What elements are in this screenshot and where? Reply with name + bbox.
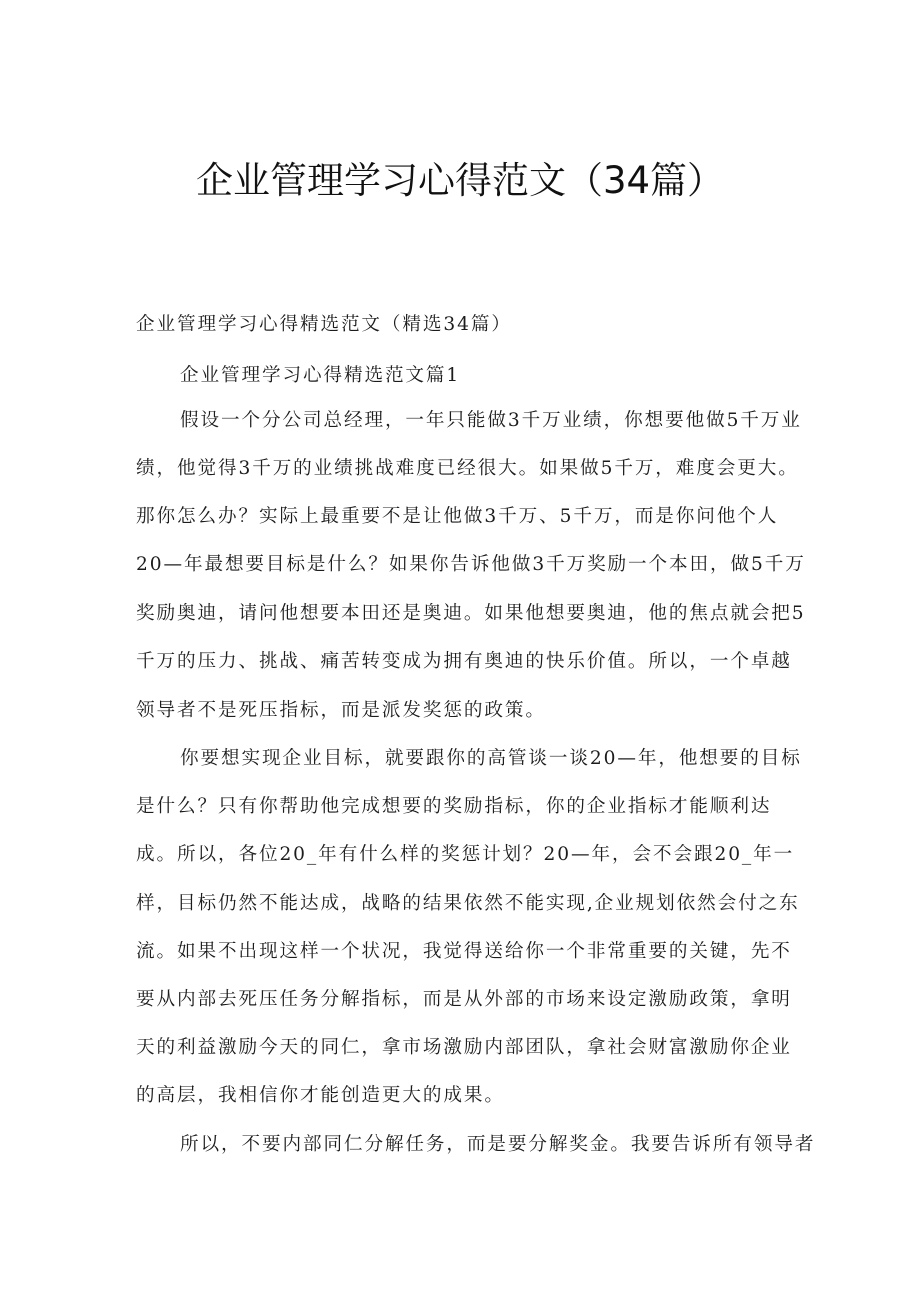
paragraph-line: 的高层，我相信你才能创造更大的成果。 xyxy=(136,1085,505,1106)
paragraph-line: 领导者不是死压指标，而是派发奖惩的政策。 xyxy=(136,700,546,721)
document-title: 企业管理学习心得范文（34篇） xyxy=(195,159,725,202)
paragraph-line: 是什么？只有你帮助他完成想要的奖励指标，你的企业指标才能顺利达 xyxy=(136,796,772,817)
paragraph-line: 奖励奥迪，请问他想要本田还是奥迪。如果他想要奥迪，他的焦点就会把5 xyxy=(136,603,806,624)
paragraph-line: 千万的压力、挑战、痛苦转变成为拥有奥迪的快乐价值。所以，一个卓越 xyxy=(136,651,792,672)
paragraph-line: 样，目标仍然不能达成，战略的结果依然不能实现,企业规划依然会付之东 xyxy=(136,893,800,914)
paragraph-line: 天的利益激励今天的同仁，拿市场激励内部团队，拿社会财富激励你企业 xyxy=(136,1037,792,1058)
paragraph-line: 流。如果不出现这样一个状况，我觉得送给你一个非常重要的关键，先不 xyxy=(136,941,792,962)
paragraph-line: 要从内部去死压任务分解指标，而是从外部的市场来设定激励政策，拿明 xyxy=(136,989,792,1010)
paragraph-line: 20—年最想要目标是什么？如果你告诉他做3千万奖励一个本田，做5千万 xyxy=(136,554,806,575)
paragraph-line: 那你怎么办？实际上最重要不是让他做3千万、5千万，而是你问他个人 xyxy=(136,506,779,527)
paragraph-line: 你要想实现企业目标，就要跟你的高管谈一谈20—年，他想要的目标 xyxy=(180,748,802,769)
paragraph-line: 成。所以，各位20_年有什么样的奖惩计划？20—年，会不会跟20_年一 xyxy=(136,844,795,865)
paragraph-line: 所以，不要内部同仁分解任务，而是要分解奖金。我要告诉所有领导者 xyxy=(180,1134,816,1155)
section-heading: 企业管理学习心得精选范文篇1 xyxy=(180,365,461,386)
paragraph-line: 绩，他觉得3千万的业绩挑战难度已经很大。如果做5千万，难度会更大。 xyxy=(136,458,799,479)
paragraph-line: 假设一个分公司总经理，一年只能做3千万业绩，你想要他做5千万业 xyxy=(180,410,802,431)
document-subtitle: 企业管理学习心得精选范文（精选34篇） xyxy=(136,314,512,335)
